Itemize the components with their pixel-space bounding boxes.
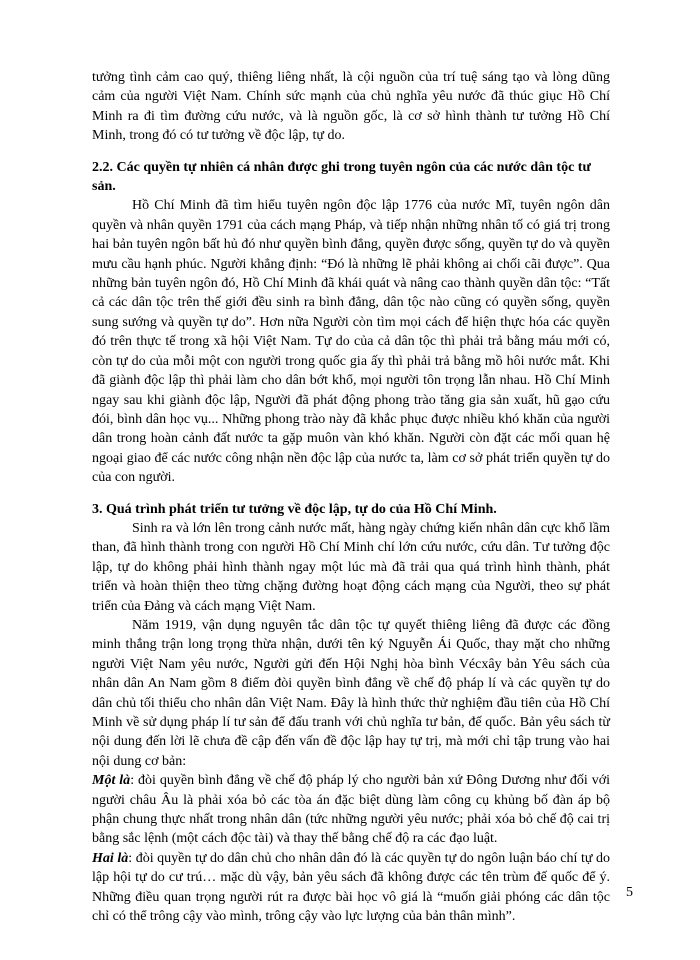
paragraph-natural-rights: Hồ Chí Minh đã tìm hiểu tuyên ngôn độc lập 1776 của nước Mĩ, tuyên ngôn dân quyền và nhân quyền 1791 của cách mạng Pháp, và tiếp nhận những nhân tố có giá trị trong hai bản tuyên ngôn bất hủ đó như quyền bình đẳng, quyền được sống, quyền tự do và quyền mưu cầu hạnh phúc. Người khẳng định: “Đó là những lẽ phải không ai chối cãi được”. Qua những bản tuyên ngôn đó, Hồ Chí Minh đã khái quát và nâng cao thành quyền dân tộc: “Tất cả các dân tộc trên thế giới đều sinh ra bình đẳng, dân tộc nào cũng có quyền sống, quyền sung sướng và quyền tự do”. Hơn nữa Người còn tìm mọi cách để hiện thực hóa các quyền đó trên thực tế trong xã hội Việt Nam. Tự do của cả dân tộc thì phải trả bằng máu mới có, còn tự do của mỗi một con người trong quốc gia ấy thì phải trả bằng mồ hôi nước mắt. Khi đã giành độc lập thì phải làm cho dân bớt khổ, mọi người tôn trọng lẫn nhau. Hồ Chí Minh ngay sau khi giành độc lập, Người đã phát động phong trào tăng gia sản xuất, hũ gạo cứu đói, bình dân học vụ... Những phong trào này đã khắc phục được nhiều khó khăn của người dân trong hoàn cảnh đất nước ta gặp muôn vàn khó khăn. Người còn đặt các mối quan hệ ngoại giao để các nước công nhận nền độc lập của nước ta, làm cơ sở phát triển quyền tự do của con người.: [92, 198, 610, 486]
document-page: [92, 68, 610, 926]
section-heading-2-2: 2.2. Các quyền tự nhiên cá nhân được ghi trong tuyên ngôn của các nước dân tộc tư sản.: [92, 159, 591, 195]
point-one-label: Một là: [92, 773, 131, 789]
paragraph-point-two: [92, 849, 610, 927]
paragraph-1919: Năm 1919, vận dụng nguyên tắc dân tộc tự quyết thiêng liêng đã được các đồng minh thắng trận long trọng thừa nhận, dưới tên ký Nguyễn Ái Quốc, thay mặt cho những người Việt Nam yêu nước, Người gửi đến Hội Nghị hòa bình Vécxây bản Yêu sách của nhân dân An Nam gồm 8 điểm đòi quyền bình đẳng về chế độ pháp lí và các quyền tự do dân chủ tối thiểu cho nhân dân Việt Nam. Đây là hình thức thử nghiệm đầu tiên của Hồ Chí Minh về sử dụng pháp lí tư sản để đấu tranh với chủ nghĩa tư bản, đế quốc. Bản yêu sách từ nội dung đến lời lẽ chưa đề cập đến vấn đề độc lập hay tự trị, mà mới chỉ tập trung vào hai nội dung cơ bản:: [92, 617, 610, 769]
page-number: 5: [626, 885, 633, 900]
section-heading-3: 3. Quá trình phát triển tư tưởng về độc lập, tự do của Hồ Chí Minh.: [92, 501, 497, 517]
point-two-text: : đòi quyền tự do dân chủ cho nhân dân đó là các quyền tự do ngôn luận báo chí tự do lập hội tự do cư trú… mặc dù vậy, bản yêu sách đã không được các tên trùm đế quốc để ý. Những điều quan trọng người rút ra được bài học vô giá là “muốn giải phóng các dân tộc chỉ có thể trông cậy vào mình, trông cậy vào lực lượng của bản thân mình”.: [92, 850, 611, 925]
point-two-label: Hai là: [92, 850, 129, 866]
paragraph-continuation: tưởng tình cảm cao quý, thiêng liêng nhất, là cội nguồn của trí tuệ sáng tạo và lòng dũng cảm của người Việt Nam. Chính sức mạnh của chủ nghĩa yêu nước đã thúc giục Hồ Chí Minh ra đi tìm đường cứu nước, và là nguồn gốc, là cơ sở hình thành tư tưởng Hồ Chí Minh, trong đó có tư tưởng về độc lập, tự do.: [92, 70, 610, 144]
paragraph-point-one: [92, 771, 610, 849]
paragraph-origin: Sinh ra và lớn lên trong cảnh nước mất, hàng ngày chứng kiến nhân dân cực khổ lầm than, đã hình thành trong con người Hồ Chí Minh chí lớn cứu nước, cứu dân. Tư tưởng độc lập, tự do không phải hình thành ngay một lúc mà đã trải qua quá trình hình thành, phát triển và hoàn thiện theo từng chặng đường hoạt động cách mạng của Người, theo sự phát triển của Đảng và cách mạng Việt Nam.: [92, 520, 610, 614]
point-one-text: : đòi quyền bình đẳng về chế độ pháp lý cho người bản xứ Đông Dương như đối với người châu Âu là phải xóa bỏ các tòa án đặc biệt dùng làm công cụ khủng bố đàn áp bộ phận chung thực nhất trong nhân dân (tức những người yêu nước; phải xóa bỏ chế độ cai trị bằng sắc lệnh (một cách độc tài) và thay thế bằng chế độ ra các đạo luật.: [92, 773, 610, 847]
